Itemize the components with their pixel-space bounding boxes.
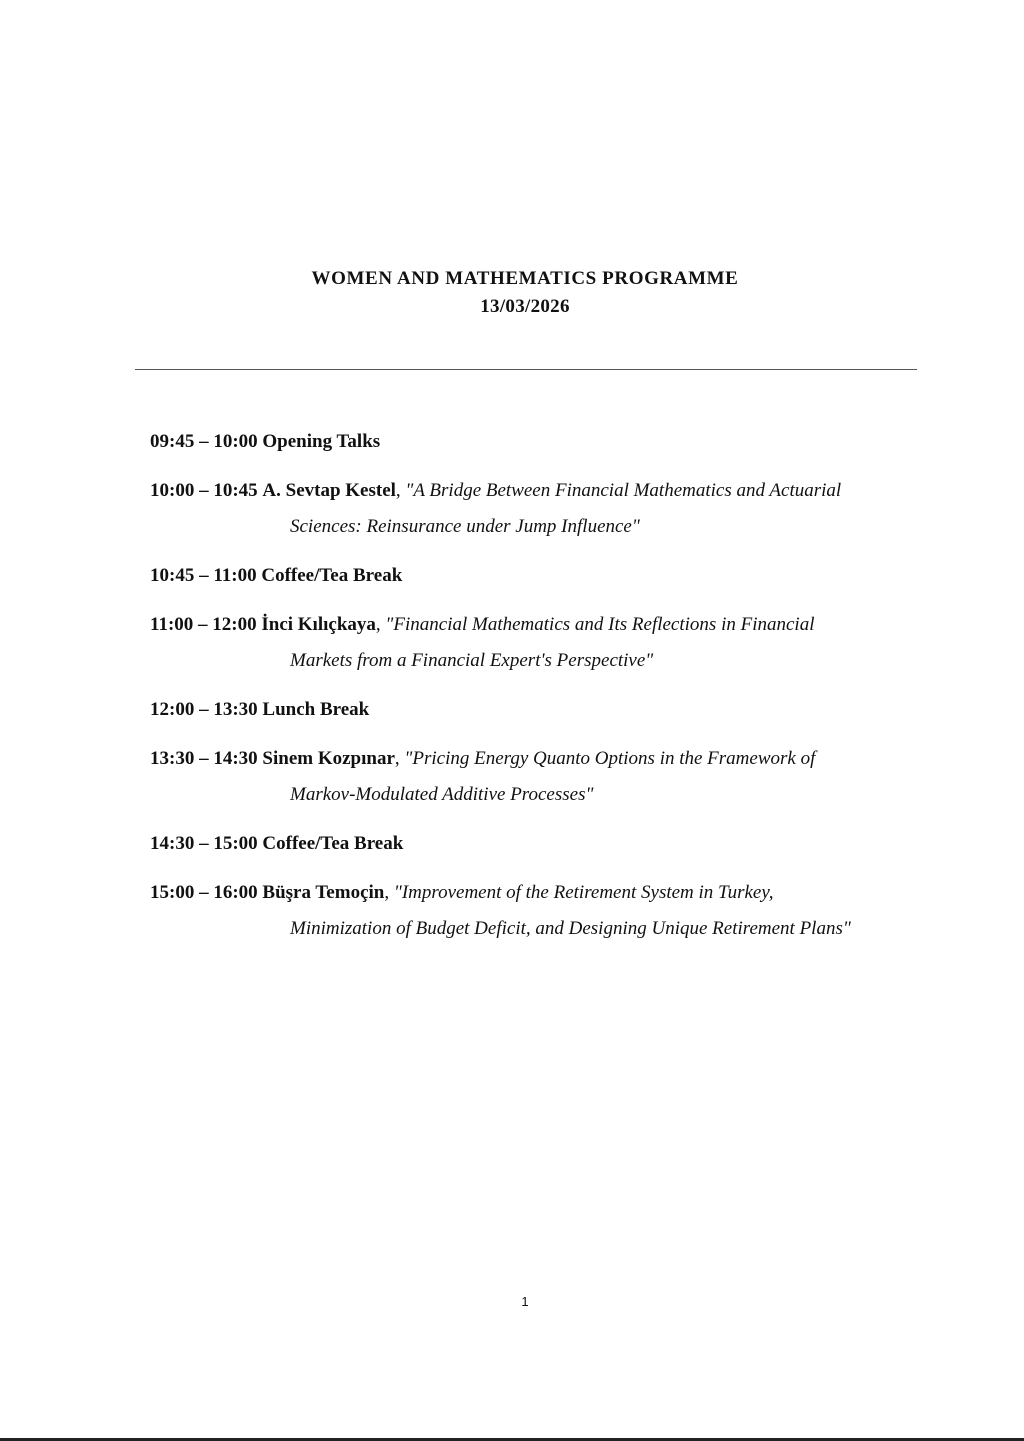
entry-label: Lunch Break — [262, 699, 370, 720]
page-number: 1 — [521, 1294, 529, 1309]
entry-talk-title: "Financial Mathematics and Its Reflections in Financial — [385, 614, 815, 635]
programme-date: 13/03/2026 — [480, 296, 570, 317]
entry-talk-title: "Pricing Energy Quanto Options in the Framework of — [404, 748, 816, 769]
schedule-entry: 10:00 – 10:45 A. Sevtap Kestel, "A Bridge Between Financial Mathematics and Actuarial Sciences: Reinsurance under Jump Influence" — [150, 473, 910, 545]
entry-time: 11:00 – 12:00 — [150, 614, 257, 635]
schedule-entry: 11:00 – 12:00 İnci Kılıçkaya, "Financial Mathematics and Its Reflections in Financial Markets from a Financial Expert's Perspective" — [150, 607, 910, 679]
entry-label: Opening Talks — [262, 431, 381, 452]
schedule-entry — [150, 826, 910, 862]
entry-talk-title-cont: Minimization of Budget Deficit, and Designing Unique Retirement Plans" — [290, 918, 851, 939]
entry-label: Coffee/Tea Break — [262, 833, 404, 854]
entry-time: 14:30 – 15:00 — [150, 833, 258, 854]
entry-time: 12:00 – 13:30 — [150, 699, 258, 720]
entry-time: 10:00 – 10:45 — [150, 480, 258, 501]
entry-talk-title-cont: Markets from a Financial Expert's Perspective" — [290, 650, 654, 671]
schedule-entry: 13:30 – 14:30 Sinem Kozpınar, "Pricing Energy Quanto Options in the Framework of Markov-Modulated Additive Processes" — [150, 741, 910, 813]
entry-talk-title: "A Bridge Between Financial Mathematics and Actuarial — [405, 480, 842, 501]
schedule — [150, 424, 910, 947]
entry-time: 10:45 – 11:00 — [150, 565, 257, 586]
schedule-entry — [150, 424, 910, 460]
divider — [135, 369, 917, 370]
entry-time: 09:45 – 10:00 — [150, 431, 258, 452]
entry-talk-title: "Improvement of the Retirement System in Turkey, — [393, 882, 774, 903]
entry-speaker: Büşra Temoçin — [262, 882, 385, 903]
programme-title: WOMEN AND MATHEMATICS PROGRAMME — [311, 268, 739, 289]
schedule-entry — [150, 558, 910, 594]
entry-label: Coffee/Tea Break — [261, 565, 403, 586]
entry-talk-title-cont: Sciences: Reinsurance under Jump Influence" — [290, 516, 640, 537]
schedule-entry: 15:00 – 16:00 Büşra Temoçin, "Improvement of the Retirement System in Turkey, Minimization of Budget Deficit, and Designing Unique Retirement Plans" — [150, 875, 910, 947]
entry-speaker: İnci Kılıçkaya — [261, 614, 376, 635]
entry-time: 15:00 – 16:00 — [150, 882, 258, 903]
entry-speaker: Sinem Kozpınar — [262, 748, 395, 769]
entry-talk-title-cont: Markov-Modulated Additive Processes" — [290, 784, 594, 805]
schedule-entry — [150, 692, 910, 728]
entry-time: 13:30 – 14:30 — [150, 748, 258, 769]
entry-speaker: A. Sevtap Kestel — [262, 480, 396, 501]
